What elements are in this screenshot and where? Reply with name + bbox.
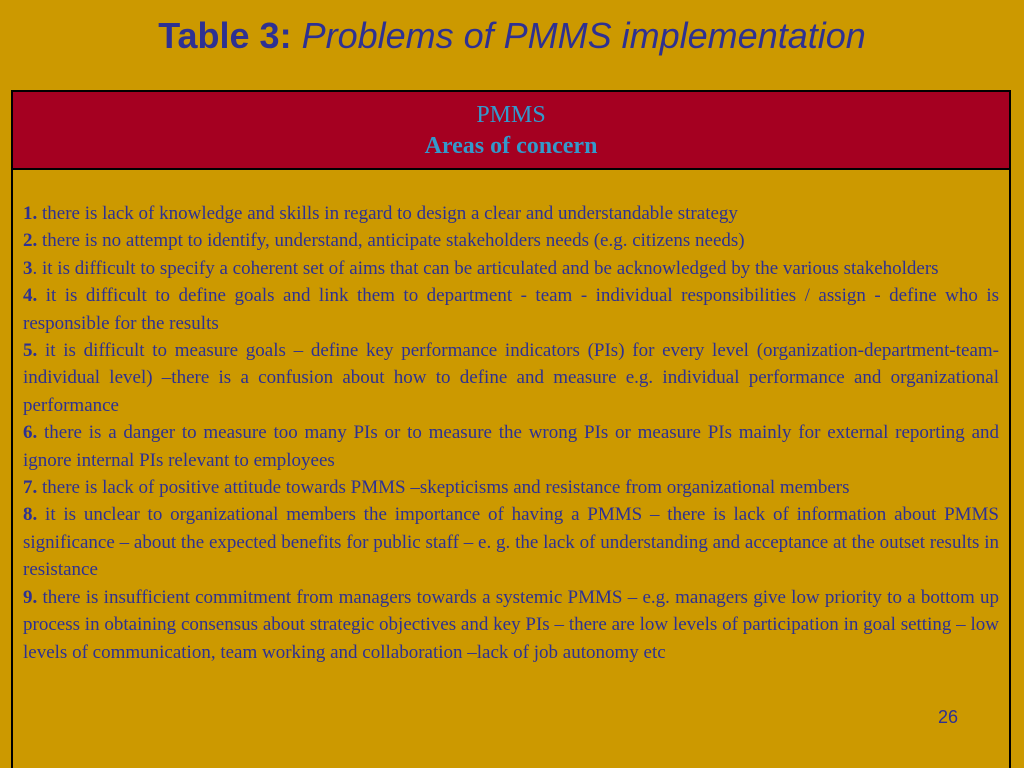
page-number: 26 (938, 707, 959, 727)
item-number: 3 (23, 257, 33, 279)
item-number: 7. (23, 477, 38, 499)
table-body (13, 170, 1009, 666)
concern-item-4 (23, 282, 999, 337)
table-header (13, 92, 1009, 170)
title-prefix: Table 3: (158, 15, 292, 56)
item-number: 2. (23, 230, 38, 252)
concern-item-8 (23, 501, 999, 583)
item-number: 9. (23, 586, 38, 608)
table-header-areas-of-concern: Areas of concern (424, 133, 598, 160)
item-text: it is difficult to measure goals – define key performance indicators (PIs) for every level (organization-department-team-individual level) –there is a confusion about how to define and measure e.g. individual performance and organizational performance (23, 340, 1000, 416)
item-text: . it is difficult to specify a coherent set of aims that can be articulated and be acknowledged by the various stakeholders (32, 257, 939, 279)
concern-item-6 (23, 419, 999, 474)
table-header-pmms: PMMS (476, 102, 546, 128)
concerns-table (11, 90, 1011, 768)
item-text: there is a danger to measure too many PIs or to measure the wrong PIs or measure PIs mainly for external reporting and ignore internal PIs relevant to employees (23, 422, 999, 471)
concern-item-7 (23, 474, 999, 501)
item-text: there is insufficient commitment from managers towards a systemic PMMS – e.g. managers give low priority to a bottom up process in obtaining consensus about strategic objectives and key PIs – there are low levels of participation in goal setting – low levels of communication, team working and collaboration –lack of job autonomy etc (23, 586, 1000, 663)
concern-item-5 (23, 337, 999, 419)
item-text: there is lack of positive attitude towards PMMS –skepticisms and resistance from organizational members (42, 477, 850, 499)
item-number: 5. (23, 340, 38, 362)
item-number: 8. (23, 504, 38, 526)
item-text: there is lack of knowledge and skills in regard to design a clear and understandable strategy (42, 203, 738, 224)
item-number: 4. (23, 285, 38, 307)
item-number: 1. (23, 203, 38, 224)
concern-item-3 (23, 255, 999, 282)
item-text: it is difficult to define goals and link them to department - team - individual responsibilities / assign - define who is responsible for the results (23, 285, 999, 334)
item-text: it is unclear to organizational members the importance of having a PMMS – there is lack of information about PMMS significance – about the expected benefits for public staff – e. g. the lack of understanding and acceptance at the outset results in resistance (23, 504, 999, 581)
item-text: there is no attempt to identify, understand, anticipate stakeholders needs (e.g. citizens needs) (42, 230, 745, 252)
concern-item-2 (23, 227, 999, 254)
title-main: Problems of PMMS implementation (301, 15, 866, 56)
concern-item-1 (23, 200, 999, 227)
slide-title (0, 14, 1024, 57)
concern-item-9 (23, 584, 999, 666)
item-number: 6. (23, 422, 38, 444)
